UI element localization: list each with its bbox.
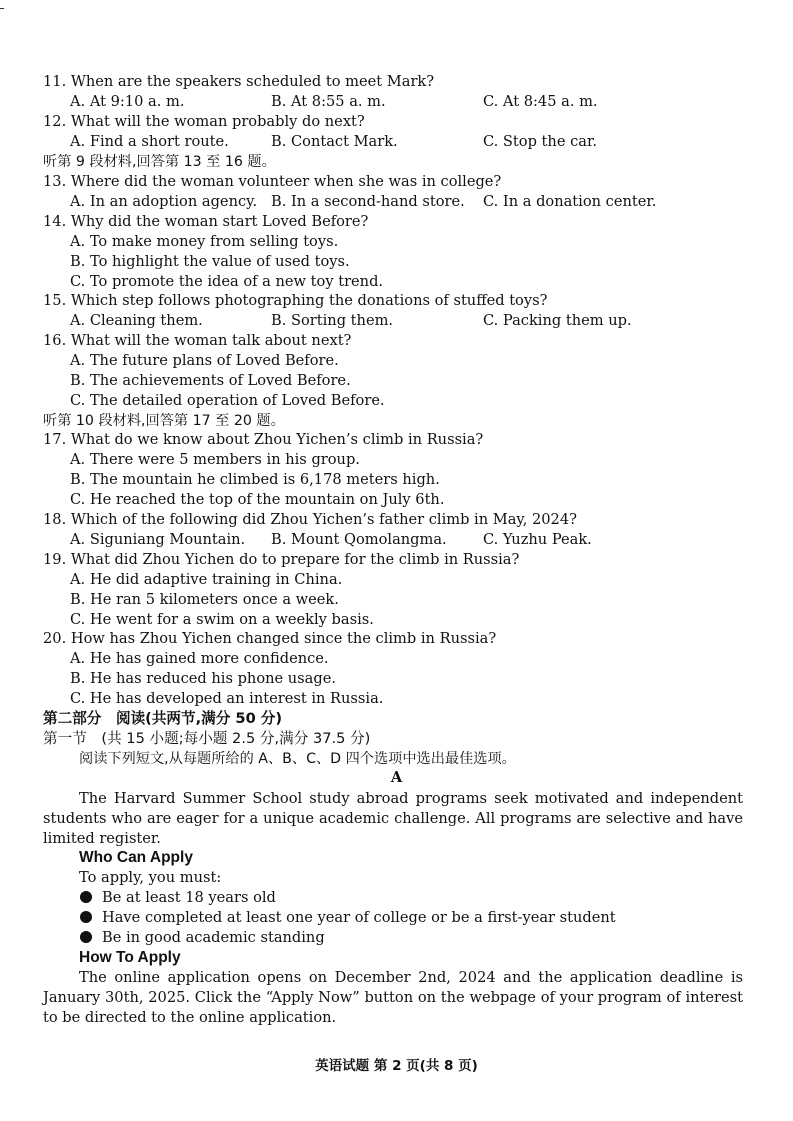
- question-15-option-c: C. Packing them up.: [483, 312, 632, 329]
- bullet-icon: [80, 891, 92, 903]
- question-14-stem: 14. Why did the woman start Loved Before?: [43, 213, 369, 230]
- question-15-stem: 15. Which step follows photographing the donations of stuffed toys?: [43, 292, 548, 309]
- section-9-instruction: 听第 9 段材料,回答第 13 至 16 题。: [43, 154, 276, 170]
- bullet-icon: [80, 911, 92, 923]
- scan-mark: [0, 8, 4, 9]
- question-11-option-b: B. At 8:55 a. m.: [271, 93, 386, 110]
- reading-section-title: 第一节 (共 15 小题;每小题 2.5 分,满分 37.5 分): [43, 730, 371, 747]
- question-18-stem: 18. Which of the following did Zhou Yichen’s father climb in May, 2024?: [43, 511, 577, 528]
- section-10-instruction: 听第 10 段材料,回答第 17 至 20 题。: [43, 413, 285, 429]
- question-20-option-c: C. He has developed an interest in Russia.: [70, 690, 384, 707]
- question-17-option-c: C. He reached the top of the mountain on July 6th.: [70, 491, 445, 508]
- question-17-option-b: B. The mountain he climbed is 6,178 meters high.: [70, 471, 440, 488]
- reading-part-title: 第二部分 阅读(共两节,满分 50 分): [43, 710, 283, 727]
- how-to-apply-heading: How To Apply: [79, 949, 181, 966]
- question-16-option-a: A. The future plans of Loved Before.: [70, 352, 339, 369]
- passage-intro: [43, 789, 743, 849]
- question-17-option-a: A. There were 5 members in his group.: [70, 451, 360, 468]
- question-19-stem: 19. What did Zhou Yichen do to prepare for the climb in Russia?: [43, 551, 520, 568]
- question-16-option-c: C. The detailed operation of Loved Before.: [70, 392, 385, 409]
- question-14-option-c: C. To promote the idea of a new toy trend.: [70, 273, 384, 290]
- question-15-option-a: A. Cleaning them.: [70, 312, 203, 329]
- who-can-apply-intro: To apply, you must:: [79, 869, 222, 886]
- question-14-option-a: A. To make money from selling toys.: [70, 233, 339, 250]
- question-14-option-b: B. To highlight the value of used toys.: [70, 253, 350, 270]
- how-to-apply-text: The online application opens on December 2nd, 2024 and the application deadline is January 30th, 2025. Click the “Apply Now” button on the webpage of your program of interest to be directed to the online application.: [43, 969, 743, 1026]
- requirement-item: Be at least 18 years old: [80, 888, 276, 908]
- who-can-apply-heading: Who Can Apply: [79, 849, 193, 866]
- question-18-option-b: B. Mount Qomolangma.: [271, 531, 447, 548]
- question-17-stem: 17. What do we know about Zhou Yichen’s climb in Russia?: [43, 431, 484, 448]
- question-11-option-a: A. At 9:10 a. m.: [70, 93, 185, 110]
- question-12-option-b: B. Contact Mark.: [271, 133, 398, 150]
- question-13-option-b: B. In a second-hand store.: [271, 193, 465, 210]
- question-13-option-c: C. In a donation center.: [483, 193, 657, 210]
- bullet-icon: [80, 931, 92, 943]
- question-11-option-c: C. At 8:45 a. m.: [483, 93, 598, 110]
- question-13-stem: 13. Where did the woman volunteer when she was in college?: [43, 173, 502, 190]
- passage-intro-text: The Harvard Summer School study abroad programs seek motivated and independent students who are eager for a unique academic challenge. All programs are selective and have limited register.: [43, 790, 743, 847]
- reading-instruction: 阅读下列短文,从每题所给的 A、B、C、D 四个选项中选出最佳选项。: [79, 751, 516, 767]
- question-16-stem: 16. What will the woman talk about next?: [43, 332, 352, 349]
- question-12-option-c: C. Stop the car.: [483, 133, 597, 150]
- page-footer: 英语试题 第 2 页(共 8 页): [315, 1058, 478, 1074]
- question-13-option-a: A. In an adoption agency.: [70, 193, 258, 210]
- passage-label: A: [390, 769, 403, 786]
- requirement-item: Be in good academic standing: [80, 928, 325, 948]
- question-12-stem: 12. What will the woman probably do next?: [43, 113, 365, 130]
- question-19-option-c: C. He went for a swim on a weekly basis.: [70, 611, 374, 628]
- question-18-option-a: A. Siguniang Mountain.: [70, 531, 246, 548]
- requirement-item: Have completed at least one year of college or be a first-year student: [80, 908, 616, 928]
- question-11-stem: 11. When are the speakers scheduled to meet Mark?: [43, 73, 435, 90]
- question-20-option-a: A. He has gained more confidence.: [70, 650, 329, 667]
- question-18-option-c: C. Yuzhu Peak.: [483, 531, 592, 548]
- question-19-option-b: B. He ran 5 kilometers once a week.: [70, 591, 339, 608]
- question-15-option-b: B. Sorting them.: [271, 312, 394, 329]
- question-20-option-b: B. He has reduced his phone usage.: [70, 670, 336, 687]
- question-16-option-b: B. The achievements of Loved Before.: [70, 372, 351, 389]
- question-12-option-a: A. Find a short route.: [70, 133, 229, 150]
- question-19-option-a: A. He did adaptive training in China.: [70, 571, 343, 588]
- how-to-apply-paragraph: [43, 968, 743, 1028]
- question-20-stem: 20. How has Zhou Yichen changed since the climb in Russia?: [43, 630, 497, 647]
